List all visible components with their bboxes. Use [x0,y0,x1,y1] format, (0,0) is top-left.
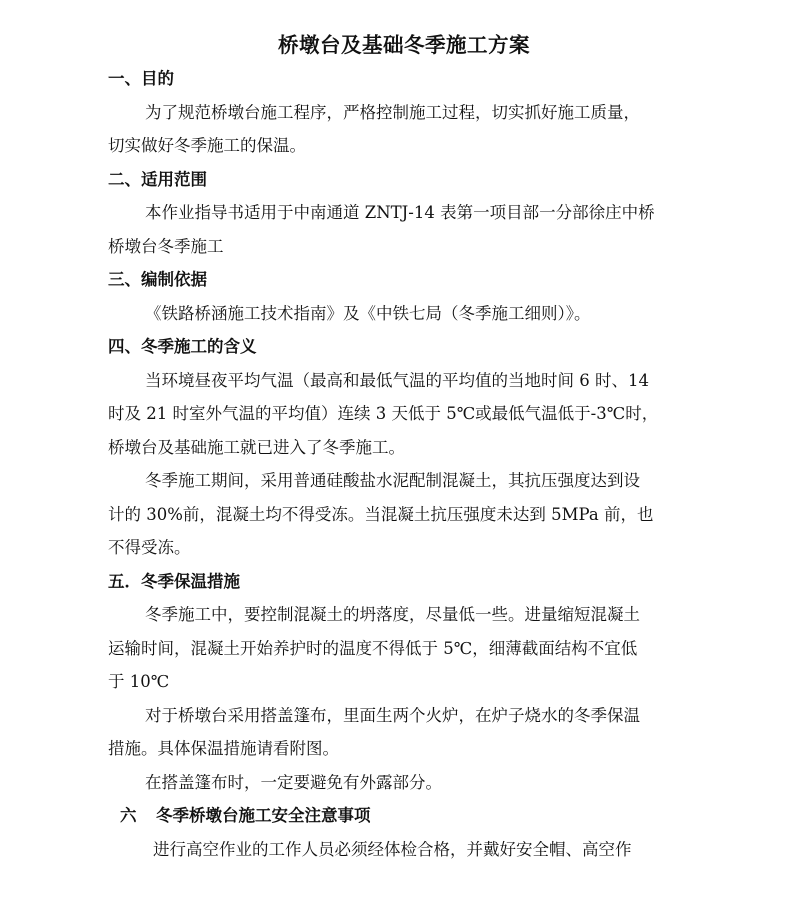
text-line: 桥墩台及基础施工就已进入了冬季施工。 [108,437,405,457]
paragraph [108,364,700,465]
paragraph [108,833,700,867]
section-heading-safety [108,799,700,833]
section-heading-basis: 三、编制依据 [108,270,207,289]
section-heading-text: 冬季桥墩台施工安全注意事项 [156,806,371,825]
text-line: 桥墩台冬季施工 [108,236,224,256]
paragraph [108,96,700,163]
text-line: 运输时间，混凝土开始养护时的温度不得低于 5℃，细薄截面结构不宜低 [108,638,638,658]
text-line: 在搭盖篷布时，一定要避免有外露部分。 [145,772,442,792]
text-line: 时及 21 时室外气温的平均值）连续 3 天低于 5℃或最低气温低于-3℃时， [108,404,659,423]
text-line: 进行高空作业的工作人员必须经体检合格，并戴好安全帽、高空作 [153,839,632,859]
paragraph [108,297,700,331]
paragraph [108,598,700,699]
section-number: 六 [120,806,137,825]
text-line: 《铁路桥涵施工技术指南》及《中铁七局（冬季施工细则）》。 [145,303,591,323]
text-line: 切实做好冬季施工的保温。 [108,136,306,155]
document-title: 桥墩台及基础冬季施工方案 [278,33,530,57]
paragraph [108,464,700,565]
text-line: 为了规范桥墩台施工程序，严格控制施工过程，切实抓好施工质量， [145,102,640,122]
text-line: 冬季施工期间，采用普通硅酸盐水泥配制混凝土，其抗压强度达到设 [145,471,640,490]
text-line: 冬季施工中，要控制混凝土的坍落度，尽量低一些。进量缩短混凝土 [145,605,640,624]
text-line: 不得受冻。 [108,538,191,557]
section-heading-insulation: 五．冬季保温措施 [108,571,240,591]
text-line: 计的 30%前，混凝土均不得受冻。当混凝土抗压强度未达到 5MPa 前，也 [108,504,654,524]
paragraph [108,699,700,766]
text-line: 当环境昼夜平均气温（最高和最低气温的平均值的当地时间 6 时、14 [145,370,649,390]
text-line: 对于桥墩台采用搭盖篷布，里面生两个火炉，在炉子烧水的冬季保温 [145,705,640,725]
text-line: 措施。具体保温措施请看附图。 [108,739,339,758]
section-heading-purpose: 一、目的 [108,69,174,88]
paragraph [108,766,700,800]
document-page [0,28,796,907]
section-heading-scope: 二、适用范围 [108,169,207,189]
paragraph [108,196,700,263]
text-line: 本作业指导书适用于中南通道 ZNTJ-14 表第一项目部一分部徐庄中桥 [145,203,655,222]
section-heading-definition: 四、冬季施工的含义 [108,337,257,356]
text-line: 于 10℃ [108,672,170,691]
